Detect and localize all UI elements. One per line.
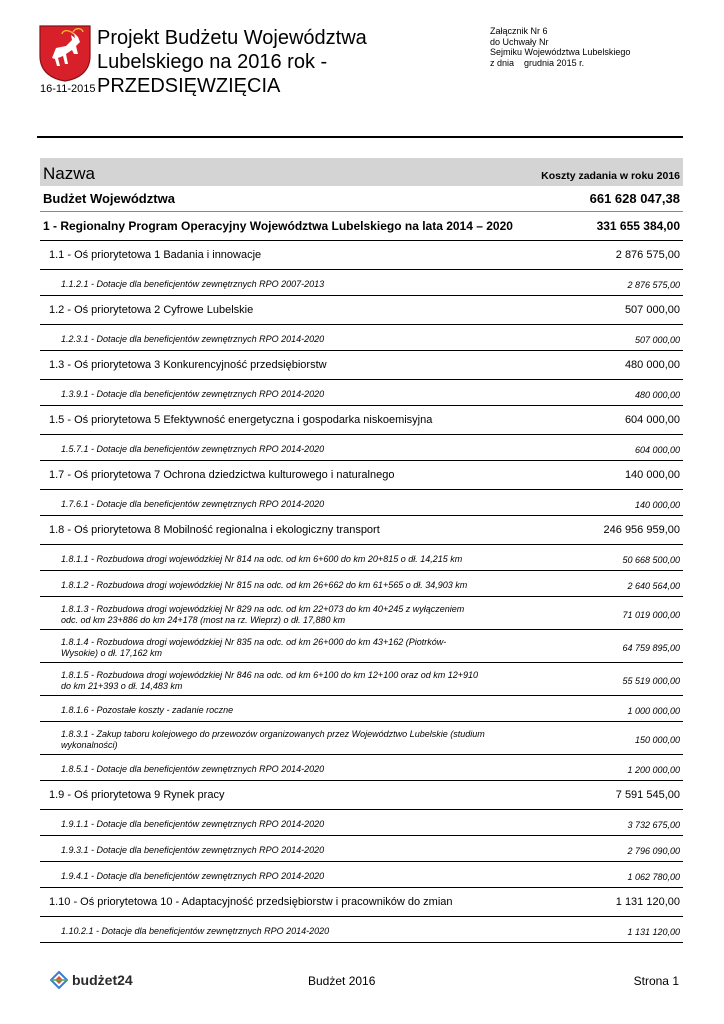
- row-label: 1.8.1.2 - Rozbudowa drogi wojewódzkiej Nr 815 na odc. od km 26+662 do km 61+565 o dł. 34,903 km: [61, 580, 468, 590]
- task-row: [40, 917, 683, 943]
- row-label: 1.8.3.1 - Zakup taboru kolejowego do przewozów organizowanych przez Województwo Lubelskie (studium wykonalności): [61, 729, 485, 750]
- task-row: [40, 545, 683, 571]
- task-row: [40, 663, 683, 696]
- task-row: [40, 755, 683, 781]
- row-value: 480 000,00: [624, 359, 680, 371]
- row-value: 2 876 575,00: [627, 279, 680, 290]
- row-label: 1.8.1.4 - Rozbudowa drogi wojewódzkiej Nr 835 na odc. od km 26+000 do km 43+162 (Piotrków-Wysokie) o dł. 17,162 km: [61, 637, 447, 658]
- task-row: [40, 836, 683, 862]
- row-label: 1.8.1.3 - Rozbudowa drogi wojewódzkiej Nr 829 na odc. od km 22+073 do km 40+245 z wyłączeniem odc. od km 23+886 do km 24+178 (most na rz. Wieprz) o dł. 17,880 km: [61, 604, 465, 625]
- row-label: 1.7.6.1 - Dotacje dla beneficjentów zewnętrznych RPO 2014-2020: [61, 499, 325, 509]
- axis-row: [40, 888, 683, 917]
- row-label: 1.8 - Oś priorytetowa 8 Mobilność regionalna i ekologiczny transport: [49, 524, 380, 536]
- row-value: 71 019 000,00: [622, 610, 680, 620]
- row-value: 1 131 120,00: [627, 926, 680, 937]
- row-label: 1.1 - Oś priorytetowa 1 Badania i innowacje: [49, 249, 262, 261]
- row-value: 140 000,00: [634, 499, 680, 510]
- row-value: 2 876 575,00: [615, 249, 680, 261]
- task-row: [40, 325, 683, 351]
- row-label: 1.8.1.6 - Pozostałe koszty - zadanie roczne: [61, 705, 234, 715]
- title-line-1: Projekt Budżetu Województwa: [97, 27, 367, 49]
- row-label: 1.7 - Oś priorytetowa 7 Ochrona dziedzictwa kulturowego i naturalnego: [49, 469, 395, 481]
- task-row: [40, 862, 683, 888]
- program-value: 331 655 384,00: [596, 219, 680, 233]
- total-value: 661 628 047,38: [589, 191, 680, 206]
- row-value: 480 000,00: [634, 389, 680, 400]
- task-row: [40, 597, 683, 630]
- axis-row: [40, 351, 683, 380]
- title-line-3: PRZEDSIĘWZIĘCIA: [97, 75, 281, 97]
- axis-row: [40, 406, 683, 435]
- row-label: 1.2.3.1 - Dotacje dla beneficjentów zewnętrznych RPO 2014-2020: [61, 334, 325, 344]
- budget-table: [40, 158, 683, 943]
- row-value: 1 062 780,00: [627, 871, 680, 882]
- row-label: 1.10 - Oś priorytetowa 10 - Adaptacyjność przedsiębiorstw i pracowników do zmian: [49, 896, 453, 908]
- row-label: 1.8.1.1 - Rozbudowa drogi wojewódzkiej Nr 814 na odc. od km 6+600 do km 20+815 o dł. 14,215 km: [61, 554, 463, 564]
- task-row: [40, 435, 683, 461]
- attachment-date-suffix: grudnia 2015 r.: [524, 57, 585, 68]
- row-label: 1.9.4.1 - Dotacje dla beneficjentów zewnętrznych RPO 2014-2020: [61, 871, 325, 881]
- attachment-line-1: Załącznik Nr 6: [490, 26, 548, 36]
- column-name-header: Nazwa: [43, 164, 95, 183]
- budzet24-mark-icon: [50, 971, 68, 989]
- header-divider: [37, 136, 683, 138]
- attachment-line-3: Sejmiku Województwa Lubelskiego: [490, 47, 631, 57]
- total-row: [40, 186, 683, 212]
- task-row: [40, 696, 683, 722]
- page-number: Strona 1: [633, 974, 679, 988]
- row-label: 1.9.1.1 - Dotacje dla beneficjentów zewnętrznych RPO 2014-2020: [61, 819, 325, 829]
- total-label: Budżet Województwa: [43, 191, 175, 206]
- task-row: [40, 722, 683, 755]
- attachment-date-prefix: z dnia: [490, 57, 515, 68]
- axis-row: [40, 516, 683, 545]
- row-label: 1.3 - Oś priorytetowa 3 Konkurencyjność przedsiębiorstw: [49, 359, 327, 371]
- task-row: [40, 571, 683, 597]
- row-value: 7 591 545,00: [615, 789, 680, 801]
- row-label: 1.3.9.1 - Dotacje dla beneficjentów zewnętrznych RPO 2014-2020: [61, 389, 325, 399]
- row-label: 1.1.2.1 - Dotacje dla beneficjentów zewnętrznych RPO 2007-2013: [61, 279, 325, 289]
- program-row: [40, 212, 683, 241]
- row-value: 604 000,00: [624, 414, 680, 426]
- row-label: 1.10.2.1 - Dotacje dla beneficjentów zewnętrznych RPO 2014-2020: [61, 926, 330, 936]
- row-value: 1 200 000,00: [627, 764, 680, 775]
- task-row: [40, 270, 683, 296]
- task-row: [40, 630, 683, 663]
- footer-brand: budżet24: [72, 972, 133, 988]
- task-row: [40, 810, 683, 836]
- axis-row: [40, 461, 683, 490]
- row-value: 140 000,00: [624, 469, 680, 481]
- attachment-line-2: do Uchwały Nr: [490, 36, 549, 47]
- row-value: 1 000 000,00: [627, 705, 680, 716]
- lubelskie-coat-of-arms-logo: [38, 24, 92, 82]
- budzet24-logo: [50, 971, 133, 989]
- task-row: [40, 490, 683, 516]
- attachment-line-4: [490, 58, 630, 69]
- row-label: 1.5 - Oś priorytetowa 5 Efektywność energetyczna i gospodarka niskoemisyjna: [49, 414, 433, 426]
- program-label: 1 - Regionalny Program Operacyjny Województwa Lubelskiego na lata 2014 – 2020: [43, 219, 513, 233]
- row-label: 1.2 - Oś priorytetowa 2 Cyfrowe Lubelskie: [49, 304, 254, 316]
- task-row: [40, 380, 683, 406]
- row-value: 3 732 675,00: [627, 819, 680, 830]
- row-value: 150 000,00: [634, 735, 680, 745]
- row-label: 1.5.7.1 - Dotacje dla beneficjentów zewnętrznych RPO 2014-2020: [61, 444, 325, 454]
- table-rows: [40, 241, 683, 943]
- row-value: 507 000,00: [624, 304, 680, 316]
- axis-row: [40, 781, 683, 810]
- row-value: 604 000,00: [634, 444, 680, 455]
- row-value: 64 759 895,00: [622, 643, 680, 653]
- row-value: 246 956 959,00: [603, 524, 680, 536]
- row-value: 1 131 120,00: [615, 896, 680, 908]
- footer-title: Budżet 2016: [308, 974, 376, 988]
- axis-row: [40, 296, 683, 325]
- row-label: 1.8.5.1 - Dotacje dla beneficjentów zewnętrznych RPO 2014-2020: [61, 764, 325, 774]
- document-title: [97, 26, 397, 98]
- row-label: 1.8.1.5 - Rozbudowa drogi wojewódzkiej Nr 846 na odc. od km 6+100 do km 12+100 oraz od km 12+910 do km 21+393 o dł. 14,483 km: [61, 670, 479, 691]
- column-cost-header: Koszty zadania w roku 2016: [541, 170, 680, 182]
- title-line-2: Lubelskiego na 2016 rok -: [97, 51, 328, 73]
- row-value: 55 519 000,00: [622, 676, 680, 686]
- row-value: 50 668 500,00: [622, 554, 680, 565]
- row-value: 2 640 564,00: [627, 580, 680, 591]
- document-date: 16-11-2015: [40, 83, 96, 95]
- row-value: 2 796 090,00: [627, 845, 680, 856]
- attachment-note: [490, 26, 630, 68]
- row-label: 1.9 - Oś priorytetowa 9 Rynek pracy: [49, 789, 225, 801]
- axis-row: [40, 241, 683, 270]
- table-header: [40, 158, 683, 186]
- row-value: 507 000,00: [634, 334, 680, 345]
- row-label: 1.9.3.1 - Dotacje dla beneficjentów zewnętrznych RPO 2014-2020: [61, 845, 325, 855]
